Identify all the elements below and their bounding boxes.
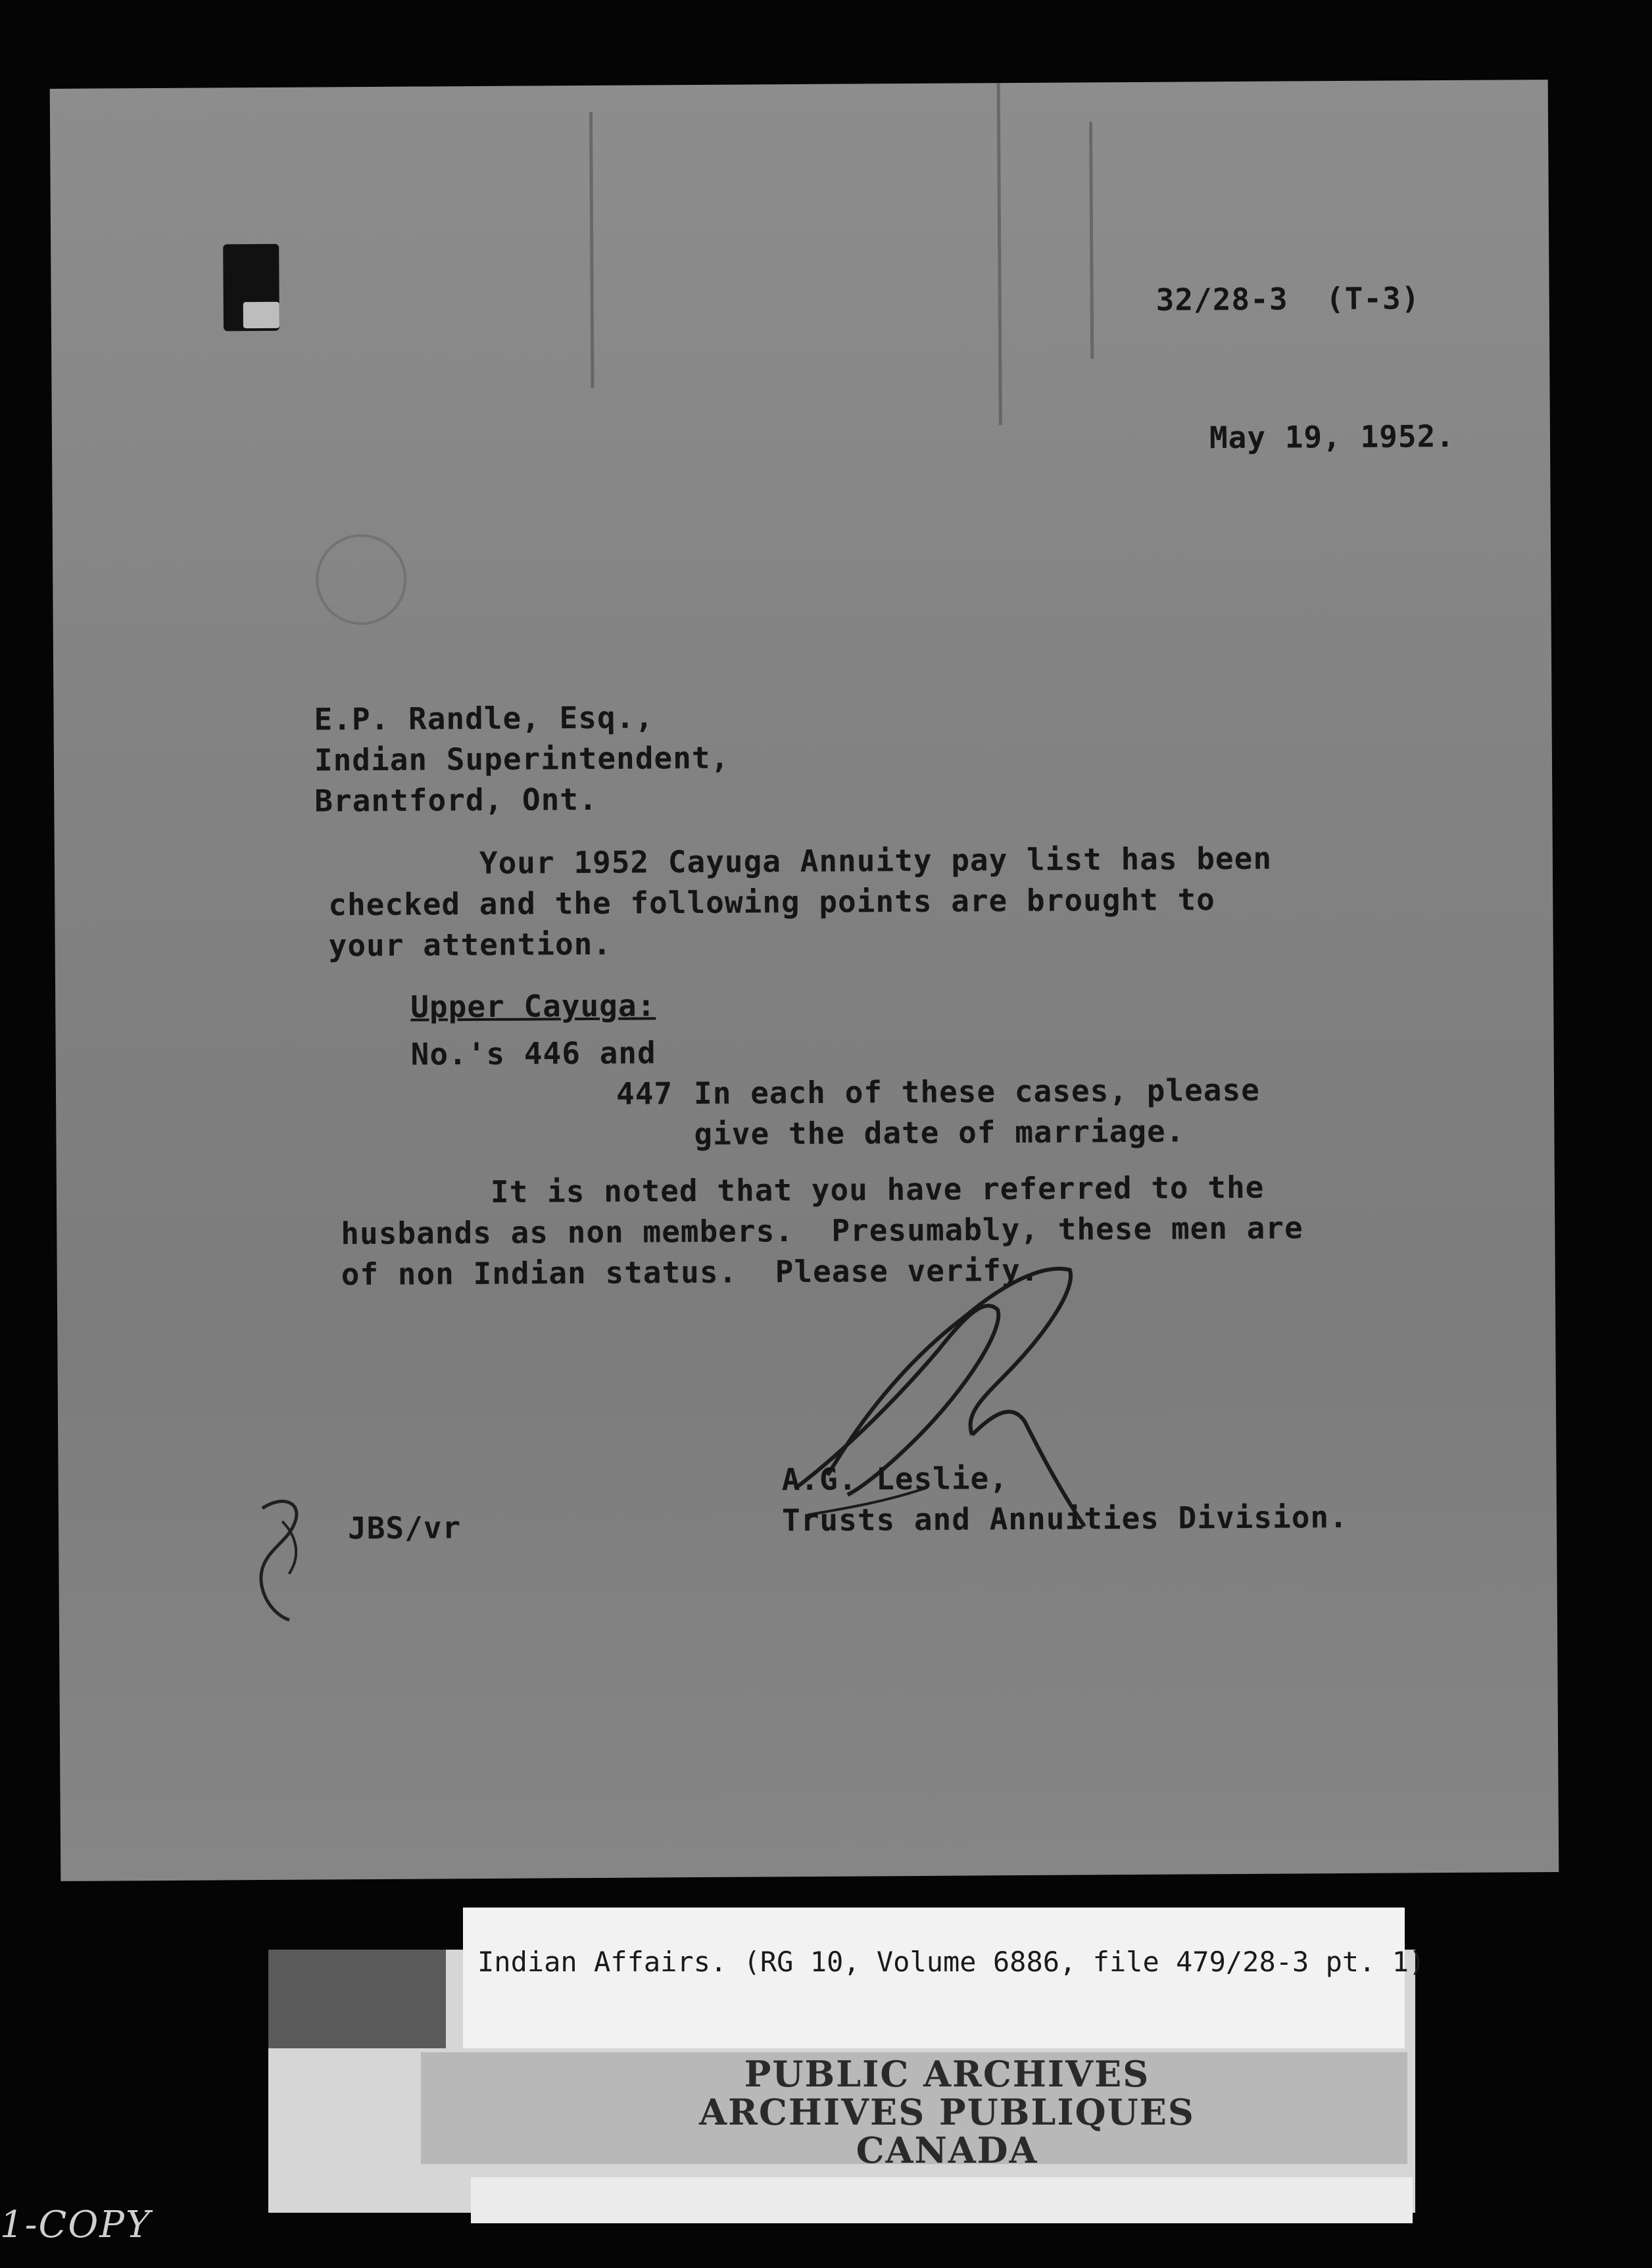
edge-handwritten-note: 1-COPY (0, 2204, 151, 2246)
body-paragraph-line: Your 1952 Cayuga Annuity pay list has been (479, 840, 1273, 881)
paper-crease (589, 112, 595, 388)
ink-blot (223, 244, 279, 332)
addressee-title: Indian Superintendent, (314, 739, 730, 778)
addressee-location: Brantford, Ont. (314, 781, 598, 819)
item-text: In each of these cases, please (693, 1072, 1261, 1112)
addressee-name: E.P. Randle, Esq., (314, 699, 654, 737)
signer-title: Trusts and Annuities Division. (781, 1498, 1349, 1539)
archive-citation-card (463, 1908, 1405, 2048)
body-paragraph-line: checked and the following points are brought to (328, 881, 1216, 923)
item-text: give the date of marriage. (694, 1113, 1185, 1152)
item-number: No.'s 446 and (410, 1035, 656, 1072)
faint-stamp-mark (316, 534, 407, 626)
paper-crease (997, 83, 1002, 425)
bottom-label-strip (471, 2177, 1413, 2223)
body-paragraph-line: It is noted that you have referred to the (490, 1169, 1265, 1210)
body-paragraph-line: husbands as non members. Presumably, these men are (341, 1210, 1303, 1252)
typist-initials: JBS/vr (347, 1510, 462, 1546)
body-paragraph-line: of non Indian status. Please verify. (341, 1252, 1040, 1293)
signer-name: A.G. Leslie, (781, 1460, 1009, 1498)
archive-label-shadow (268, 1950, 446, 2048)
archive-stamp-line: CANADA (856, 2129, 1038, 2171)
archive-stamp-line: PUBLIC ARCHIVES (744, 2053, 1150, 2095)
paper-crease (1089, 122, 1094, 358)
section-heading: Upper Cayuga: (410, 987, 656, 1025)
item-number-continued: 447 (616, 1075, 673, 1112)
archive-citation: Indian Affairs. (RG 10, Volume 6886, file 479/28-3 pt. 1) (477, 1946, 1426, 1978)
margin-initials-mark (243, 1482, 322, 1640)
letter-page (50, 80, 1559, 1881)
file-reference: 32/28-3 (T-3) (1155, 280, 1421, 318)
body-paragraph-line: your attention. (328, 925, 612, 964)
letter-date: May 19, 1952. (1209, 418, 1455, 456)
archive-stamp-line: ARCHIVES PUBLIQUES (699, 2091, 1195, 2133)
